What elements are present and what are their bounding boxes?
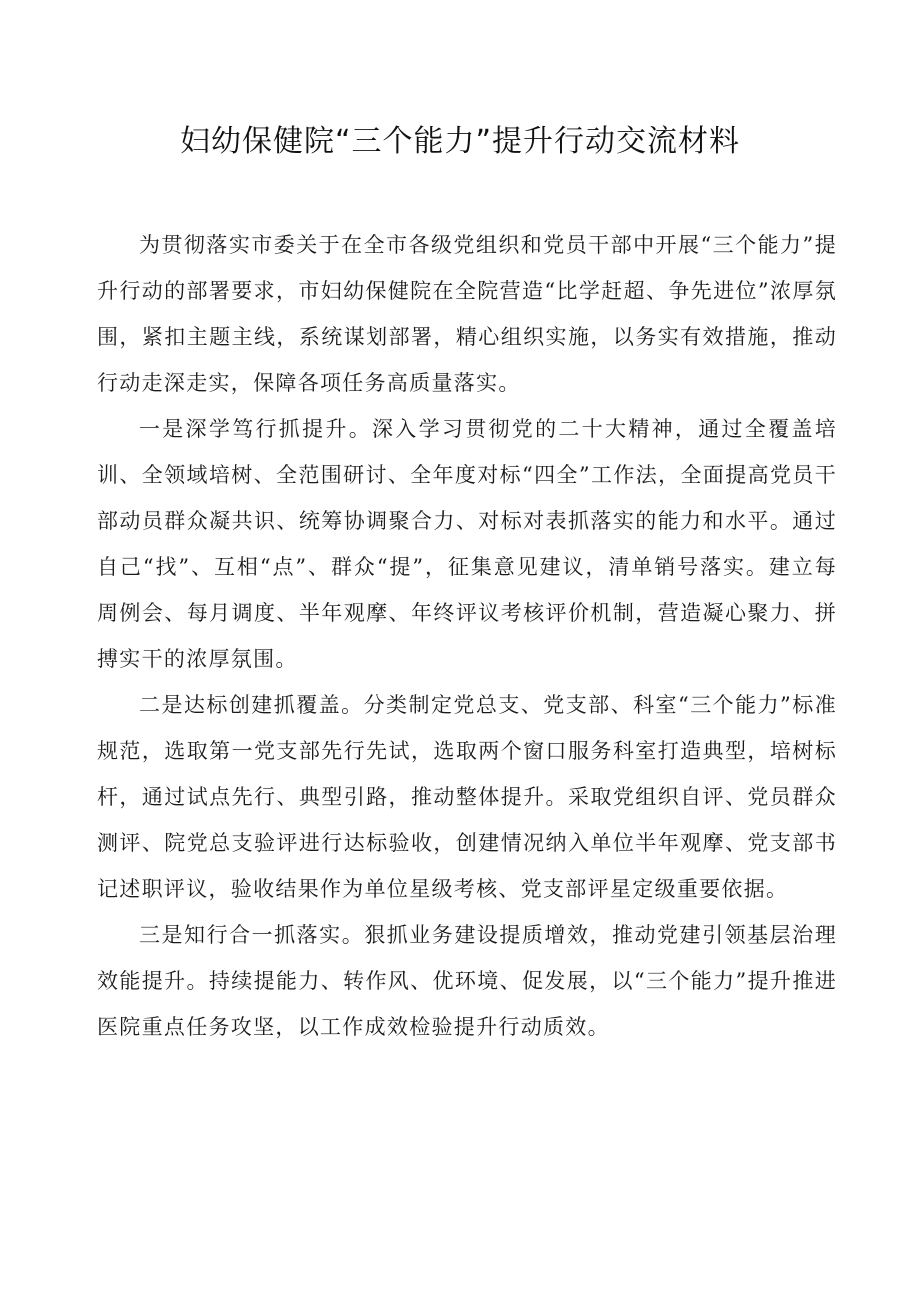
paragraph-intro: 为贯彻落实市委关于在全市各级党组织和党员干部中开展“三个能力”提升行动的部署要求，市妇幼保健院在全院营造“比学赶超、争先进位”浓厚氛围，紧扣主题主线，系统谋划部署，精心组织实施，以务实有效措施，推动行动走深走实，保障各项任务高质量落实。 (97, 233, 837, 395)
document-title: 妇幼保健院“三个能力”提升行动交流材料 (179, 124, 741, 159)
document-body (97, 222, 837, 1050)
paragraph-implementation: 三是知行合一抓落实。狠抓业务建设提质增效，推动党建引领基层治理效能提升。持续提能力、转作风、优环境、促发展，以“三个能力”提升推进医院重点任务攻坚，以工作成效检验提升行动质效。 (97, 923, 837, 1039)
paragraph-study-practice: 一是深学笃行抓提升。深入学习贯彻党的二十大精神，通过全覆盖培训、全领域培树、全范围研讨、全年度对标“四全”工作法，全面提高党员干部动员群众凝共识、统筹协调聚合力、对标对表抓落实的能力和水平。通过自己“找”、互相“点”、群众“提”，征集意见建议，清单销号落实。建立每周例会、每月调度、半年观摩、年终评议考核评价机制，营造凝心聚力、拼搏实干的浓厚氛围。 (97, 417, 837, 671)
paragraph-standard-coverage: 二是达标创建抓覆盖。分类制定党总支、党支部、科室“三个能力”标准规范，选取第一党支部先行先试，选取两个窗口服务科室打造典型，培树标杆，通过试点先行、典型引路，推动整体提升。采取党组织自评、党员群众测评、院党总支验评进行达标验收，创建情况纳入单位半年观摩、党支部书记述职评议，验收结果作为单位星级考核、党支部评星定级重要依据。 (97, 693, 837, 901)
